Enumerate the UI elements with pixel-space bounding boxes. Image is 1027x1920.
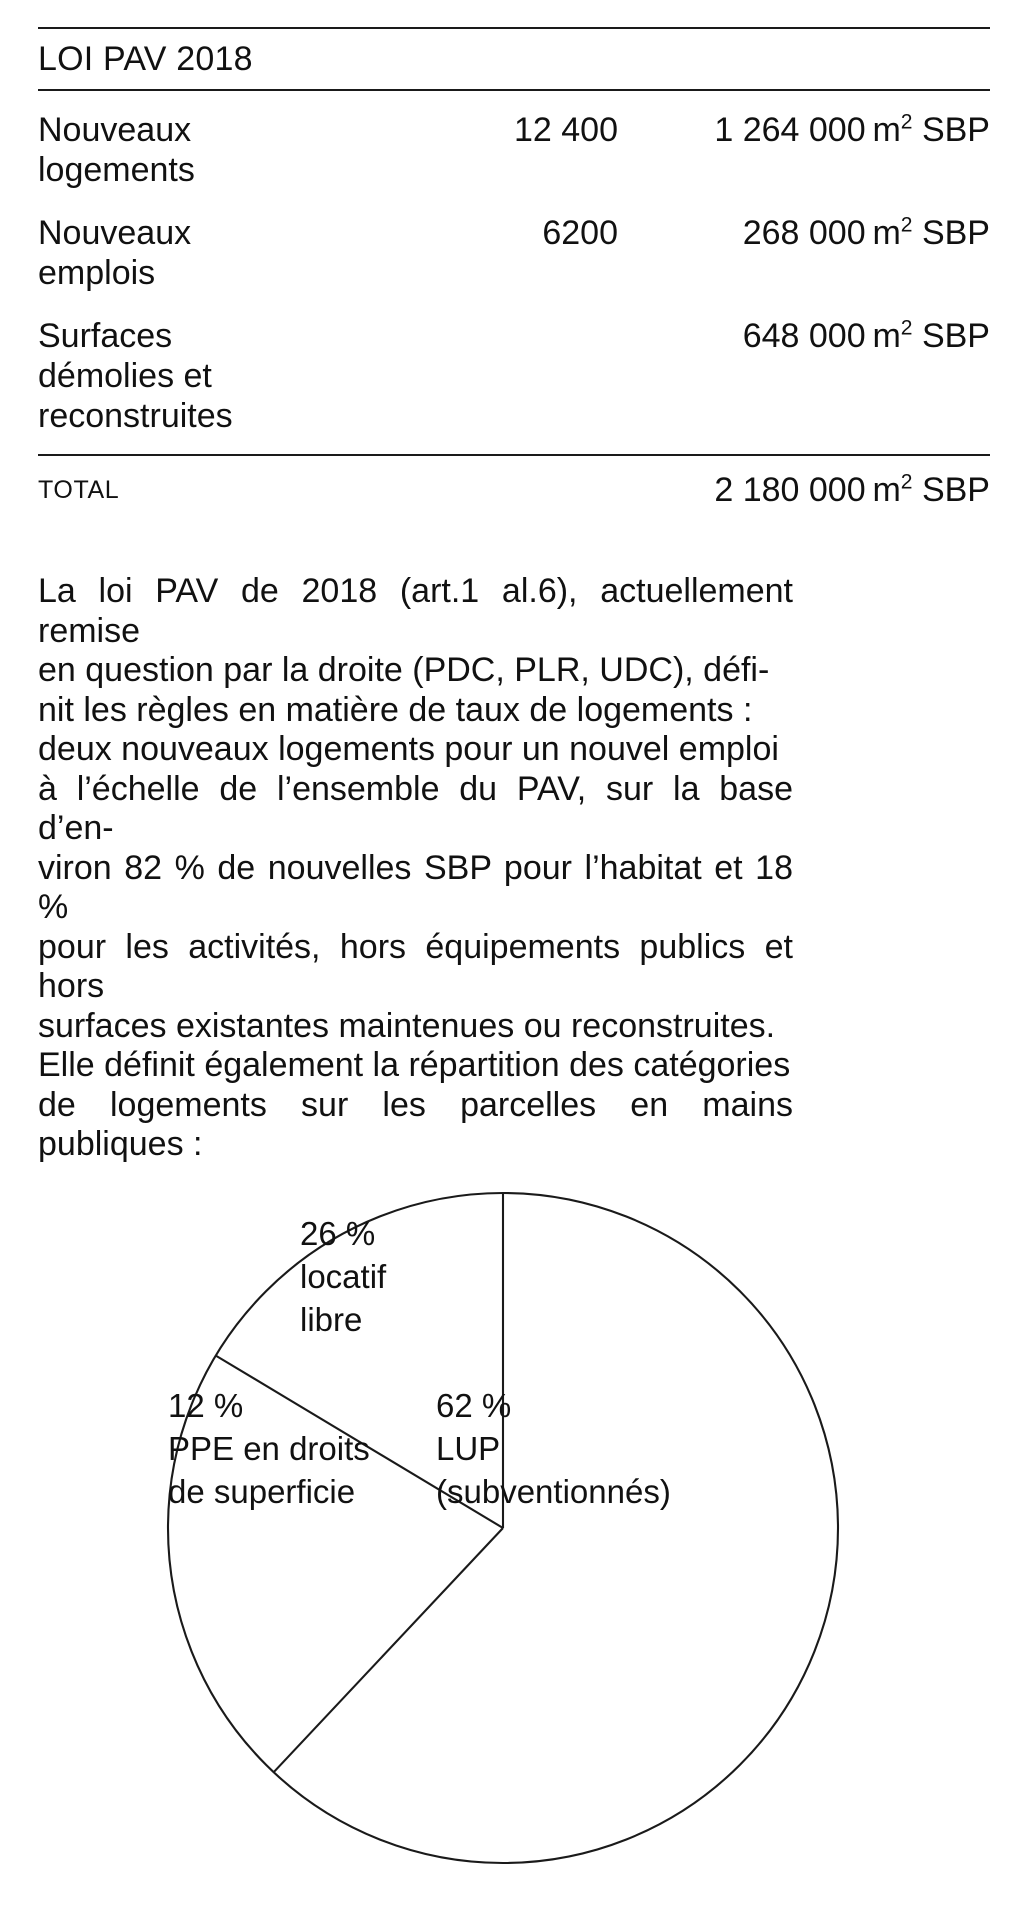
row-label-cell: [38, 316, 368, 436]
total-unit: m: [872, 471, 901, 509]
paragraph-line: de logements sur les parcelles en mains publiques :: [38, 1085, 793, 1163]
total-count-cell: [368, 470, 618, 510]
row-area-unit: m: [872, 214, 901, 252]
spacer-after-header-rule: [38, 91, 990, 110]
row-label-line1: Surfaces: [38, 317, 173, 355]
total-suffix: SBP: [921, 471, 990, 509]
row-area-cell: [618, 316, 990, 436]
row-label-line3: reconstruites: [38, 397, 233, 435]
slice-name-ppe-line2: de superficie: [168, 1473, 356, 1510]
document-content: [38, 0, 990, 1165]
row-area-suffix: SBP: [921, 317, 990, 355]
slice-percent-locatif-libre: 26 %: [300, 1215, 376, 1252]
row-area-unit: m: [872, 317, 901, 355]
pie-divider-lup-ppe: [274, 1528, 503, 1772]
slice-percent-ppe: 12 %: [168, 1387, 244, 1424]
paragraph-line: nit les règles en matière de taux de logements :: [38, 690, 753, 729]
page-footer-strip: [0, 1908, 1027, 1920]
paragraph-line: deux nouveaux logements pour un nouvel emploi: [38, 730, 779, 768]
row-area-cell: [618, 213, 990, 293]
total-value: 2 180 000: [714, 471, 866, 509]
row-spacer: [38, 190, 990, 213]
row-area-exponent: 2: [900, 316, 913, 340]
slice-name-locatif-libre-line2: libre: [300, 1301, 363, 1338]
spacer-before-total-rule: [38, 436, 990, 454]
paragraph-line: surfaces existantes maintenues ou reconstruites.: [38, 1006, 776, 1045]
row-area-suffix: SBP: [921, 111, 990, 149]
row-spacer: [38, 293, 990, 316]
row-label-line2: démolies et: [38, 357, 212, 395]
row-area-value: 268 000: [742, 214, 866, 252]
row-area-unit: m: [872, 111, 901, 149]
spacer-after-total-rule: [38, 456, 990, 470]
paragraph-line: viron 82 % de nouvelles SBP pour l’habitat et 18 %: [38, 848, 793, 926]
total-exponent: 2: [900, 470, 913, 494]
row-count-cell: 12 400: [514, 111, 618, 149]
row-label-line2: logements: [38, 151, 195, 189]
pie-chart: [0, 1140, 1027, 1920]
figures-table: [38, 110, 990, 436]
row-label-cell: [38, 110, 368, 190]
spacer-before-paragraph: [38, 510, 990, 572]
row-area-suffix: SBP: [921, 214, 990, 252]
table-row: [38, 316, 990, 436]
paragraph-line: à l’échelle de l’ensemble du PAV, sur la base d’en-: [38, 769, 793, 847]
slice-name-locatif-libre-line1: locatif: [300, 1258, 387, 1295]
slice-name-lup-line2: (subventionnés): [436, 1473, 671, 1510]
slice-name-lup-line1: LUP: [436, 1430, 501, 1467]
row-label-cell: [38, 213, 368, 293]
pie-chart-svg: [0, 1140, 1027, 1920]
total-table: [38, 470, 990, 510]
row-label-line1: Nouveaux: [38, 111, 192, 149]
slice-name-ppe-line1: PPE en droits: [168, 1430, 370, 1467]
table-row: [38, 110, 990, 190]
total-row: [38, 470, 990, 510]
slice-percent-lup: 62 %: [436, 1387, 512, 1424]
row-area-value: 648 000: [742, 317, 866, 355]
row-area-cell: [618, 110, 990, 190]
paragraph-line: pour les activités, hors équipements publics et hors: [38, 927, 793, 1005]
row-area-value: 1 264 000: [714, 111, 866, 149]
row-area-exponent: 2: [900, 213, 913, 237]
row-count-cell: [368, 316, 618, 436]
row-count-cell: 6200: [542, 214, 618, 252]
total-label: TOTAL: [38, 476, 120, 504]
paragraph-line: La loi PAV de 2018 (art.1 al.6), actuellement remise: [38, 572, 793, 650]
total-area-cell: [618, 470, 990, 510]
body-paragraph: [38, 572, 793, 1165]
row-label-line1: Nouveaux: [38, 214, 192, 252]
paragraph-line: Elle définit également la répartition des catégories: [38, 1046, 791, 1084]
row-area-exponent: 2: [900, 110, 913, 134]
table-title: LOI PAV 2018: [38, 40, 253, 78]
table-row: [38, 213, 990, 293]
paragraph-line: en question par la droite (PDC, PLR, UDC), défi-: [38, 651, 770, 689]
row-label-line2: emplois: [38, 254, 156, 292]
